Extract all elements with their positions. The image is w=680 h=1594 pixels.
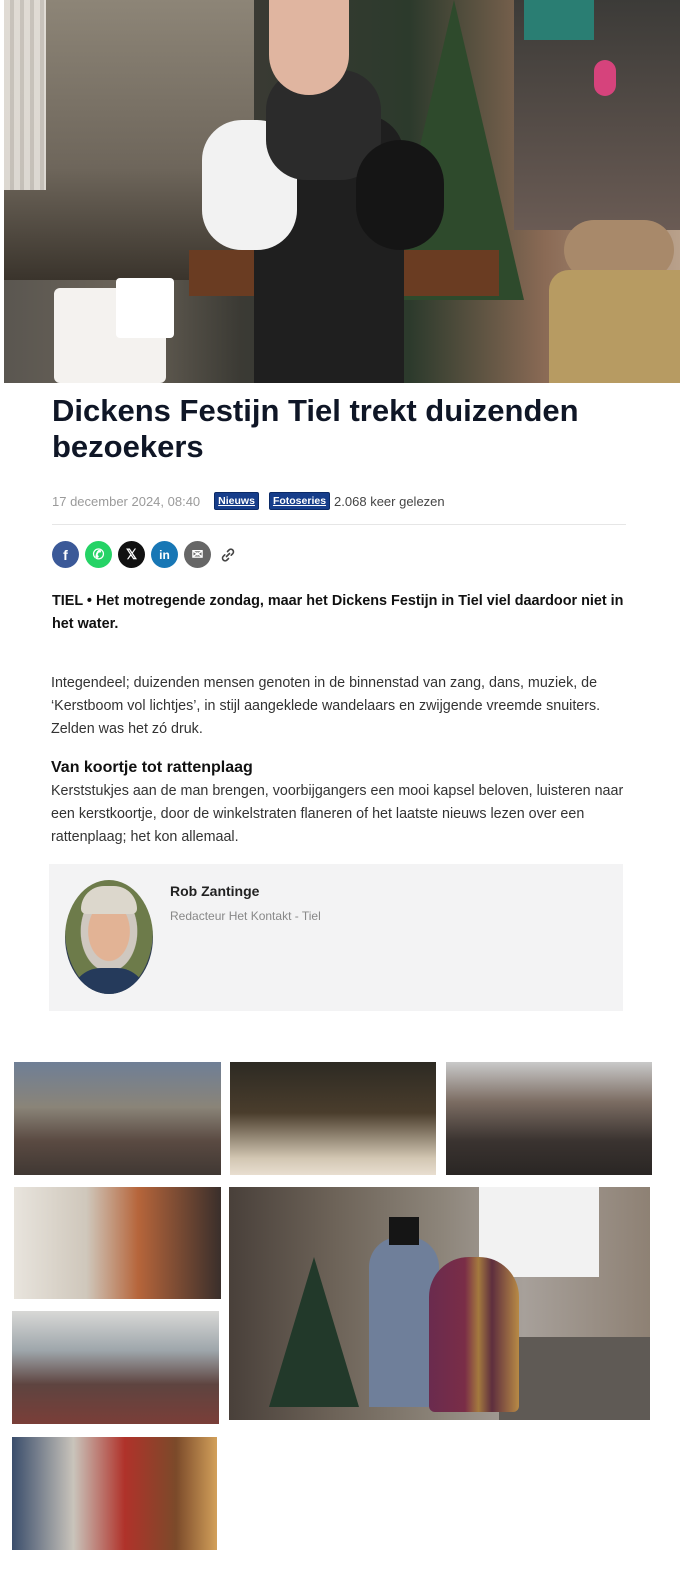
email-icon[interactable] xyxy=(184,541,211,568)
whatsapp-glyph: ✆ xyxy=(92,546,105,562)
gallery-photo-large[interactable] xyxy=(229,1187,650,1420)
divider xyxy=(52,524,626,525)
gallery-photo[interactable] xyxy=(14,1187,221,1299)
towel xyxy=(116,278,174,338)
avatar-hair xyxy=(81,886,137,914)
email-glyph: ✉ xyxy=(191,546,204,562)
photo-christmas-tree xyxy=(269,1257,359,1407)
share-bar xyxy=(52,541,237,568)
link-icon-svg xyxy=(220,547,236,563)
article-paragraph: Integendeel; duizenden mensen genoten in de binnenstad van zang, dans, muziek, de ‘Kerstboom vol lichtjes’, in stijl aangeklede wandelaars en zwijgende vreemde snuiters. Zelden was het zó druk. xyxy=(51,675,601,737)
link-icon[interactable] xyxy=(219,546,237,564)
tag-nieuws[interactable]: Nieuws xyxy=(214,492,259,510)
bowler-hat xyxy=(356,140,444,250)
shop-sign xyxy=(524,0,594,40)
author-role: Redacteur Het Kontakt - Tiel xyxy=(170,909,321,923)
avatar xyxy=(65,880,153,994)
gallery-photo[interactable] xyxy=(14,1062,221,1175)
facebook-glyph: f xyxy=(63,546,68,563)
gallery-photo[interactable] xyxy=(446,1062,652,1175)
linkedin-icon[interactable] xyxy=(151,541,178,568)
avatar-shirt xyxy=(71,968,147,994)
article-paragraph: Kerststukjes aan de man brengen, voorbijgangers een mooi kapsel beloven, luisteren naar een kerstkoortje, door de winkelstraten flaneren of het laatste nieuws lezen over een rattenplaag; het kon allemaal. xyxy=(51,783,624,845)
whatsapp-icon[interactable] xyxy=(85,541,112,568)
x-icon[interactable] xyxy=(118,541,145,568)
article-subheading: Van koortje tot rattenplaag xyxy=(51,759,253,776)
gallery-photo[interactable] xyxy=(230,1062,436,1175)
sale-tag xyxy=(594,60,616,96)
view-count: 2.068 keer gelezen xyxy=(334,493,445,509)
lace-curtain xyxy=(4,0,46,190)
article-meta xyxy=(52,490,445,512)
tag-fotoseries[interactable]: Fotoseries xyxy=(269,492,330,510)
photo-street xyxy=(499,1337,650,1420)
photo-woman-dress xyxy=(429,1257,519,1412)
gallery-photo[interactable] xyxy=(12,1311,219,1424)
facebook-icon[interactable] xyxy=(52,541,79,568)
hero-photo xyxy=(4,0,680,383)
photo-top-hat xyxy=(389,1217,419,1245)
article-title: Dickens Festijn Tiel trekt duizenden bezoekers xyxy=(52,393,579,464)
author-box xyxy=(49,864,623,1011)
gallery-photo[interactable] xyxy=(12,1437,217,1550)
linkedin-glyph: in xyxy=(159,547,170,562)
x-glyph: 𝕏 xyxy=(125,546,138,562)
publish-date: 17 december 2024, 08:40 xyxy=(52,493,201,509)
article-lead: TIEL • Het motregende zondag, maar het Dickens Festijn in Tiel viel daardoor niet in het water. xyxy=(52,593,624,632)
man-head xyxy=(269,0,349,95)
author-name[interactable]: Rob Zantinge xyxy=(170,883,260,899)
straw-bale xyxy=(549,270,680,383)
